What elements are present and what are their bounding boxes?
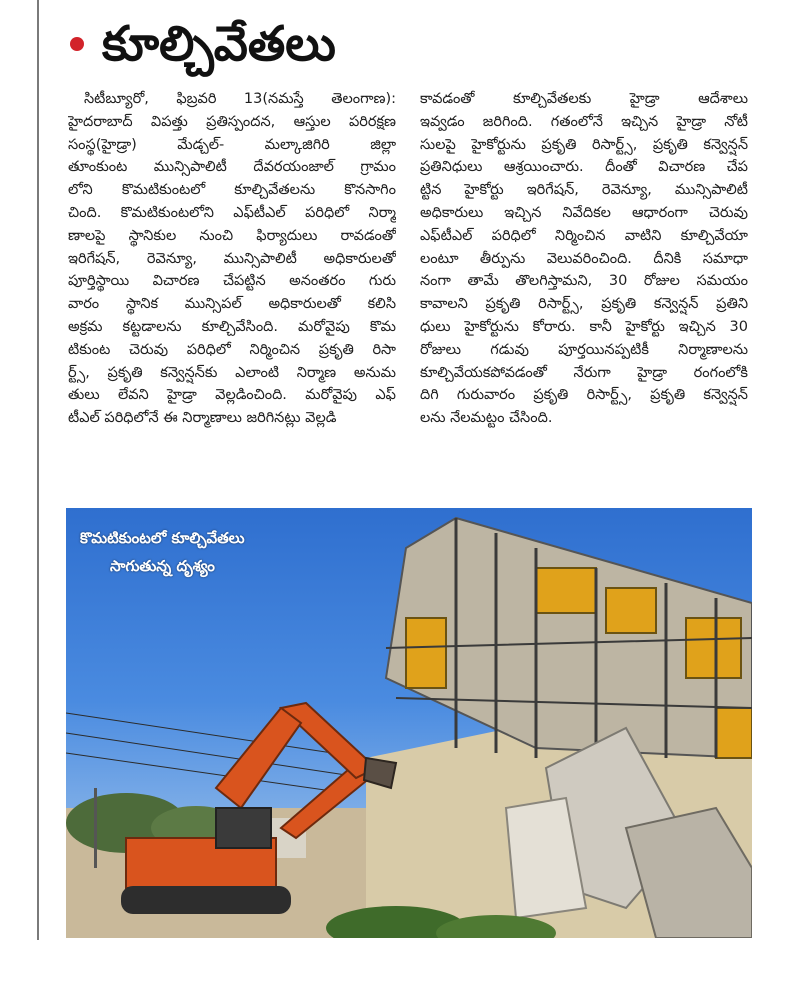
news-photo xyxy=(66,508,752,938)
yellow-panel xyxy=(716,708,752,758)
article-line: అక్రమ కట్టడాలను కూల్చివేసింది. మరోవైపు కొమ xyxy=(68,318,396,335)
yellow-panel xyxy=(536,568,596,613)
excavator-cab xyxy=(216,808,271,848)
article-line: టీఎల్ పరిధిలోనే ఈ నిర్మాణాలు జరిగినట్లు వెల్లడి xyxy=(68,410,337,427)
utility-pole xyxy=(94,788,97,868)
excavator-arm-boom xyxy=(281,703,376,778)
article-line: లంటూ తీర్పును వెలువరించింది. దీనికి సమాధా xyxy=(420,250,748,267)
article-line: కావడంతో కూల్చివేతలకు హైడ్రా ఆదేశాలు xyxy=(420,91,748,107)
article-line: చింది. కొమటికుంటలోని ఎఫ్‌టీఎల్ పరిధిలో నిర్మా xyxy=(68,204,396,221)
article-line: ఎఫ్‌టీఎల్ పరిధిలో నిర్మించిన వాటిని కూల్చివేయా xyxy=(420,227,748,244)
photo-caption-line-1: కొమటికుంటలో కూల్చివేతలు xyxy=(80,529,245,547)
headline-text: కూల్చివేతలు xyxy=(102,16,336,72)
article-line: దిగి గురువారం ప్రకృతి రిసార్ట్స్, ప్రకృతి కన్వెన్షన్ xyxy=(420,387,748,404)
article-line: ధులు హైకోర్టును కోరారు. కానీ హైకోర్టు ఇచ్చిన 30 xyxy=(420,318,748,335)
article-line: ర్ట్స్, ప్రకృతి కన్వెన్షన్‌కు ఎలాంటి నిర్మాణ అనుమ xyxy=(68,364,396,381)
article-line: హైదరాబాద్ విపత్తు ప్రతిస్పందన, ఆస్తుల పరిరక్షణ xyxy=(68,113,396,130)
article-line: టికుంట చెరువు పరిధిలో నిర్మించిన ప్రకృతి రిసా xyxy=(68,341,396,358)
headline xyxy=(70,8,336,80)
article-line: ణాలపై స్థానికుల నుంచి ఫిర్యాదులు రావడంతో xyxy=(68,227,396,244)
article-line: కూల్చివేయకపోవడంతో నేరుగా హైడ్రా రంగంలోకి xyxy=(420,364,748,381)
photo-caption-line-2: సాగుతున్న దృశ్యం xyxy=(110,557,215,575)
yellow-panel xyxy=(686,618,741,678)
photo-caption xyxy=(80,524,245,580)
article-line: సిటీబ్యూరో, ఫిబ్రవరి 13(నమస్తే తెలంగాణ): xyxy=(84,91,396,107)
article-line: పూర్తిస్థాయి విచారణ చేపట్టిన అనంతరం గురు xyxy=(68,273,396,290)
left-column-rule xyxy=(37,0,39,940)
article-line: అధికారులు ఇచ్చిన నివేదికల ఆధారంగా చెరువు xyxy=(420,204,748,221)
article-line: తులు లేవని హైడ్రా వెల్లడించింది. మరోవైపు ఎఫ్ xyxy=(68,387,396,404)
article-line: ఇరిగేషన్, రెవెన్యూ, మున్సిపాలిటీ అధికారులతో xyxy=(68,250,396,267)
article-line: లోని కొమటికుంటలో కూల్చివేతలను కొనసాగిం xyxy=(68,182,396,199)
article-body xyxy=(68,88,754,498)
article-line: సంస్థ(హైడ్రా) మేడ్చల్- మల్కాజిగిరి జిల్లా xyxy=(68,136,396,153)
article-line: ట్టిన హైకోర్టు ఇరిగేషన్, రెవెన్యూ, మున్సిపాలిటీ xyxy=(420,182,748,199)
article-line: లను నేలమట్టం చేసింది. xyxy=(420,410,553,427)
article-line: ప్రతినిధులు ఆశ్రయించారు. దీంతో విచారణ చేప xyxy=(420,159,748,176)
article-line: వారం స్థానిక మున్సిపల్ అధికారులతో కలిసి xyxy=(68,296,396,313)
power-line xyxy=(66,753,346,793)
article-line: నంగా తామే తొలగిస్తామని, 30 రోజుల సమయం xyxy=(420,273,748,290)
article-column-left xyxy=(68,88,396,430)
yellow-panel xyxy=(606,588,656,633)
article-line: తూంకుంట మున్సిపాలిటీ దేవరయంజాల్ గ్రామం xyxy=(68,159,396,176)
headline-bullet xyxy=(70,37,84,51)
article-column-right xyxy=(420,88,748,430)
article-line: ఇవ్వడం జరిగింది. గతంలోనే ఇచ్చిన హైడ్రా నోటీ xyxy=(420,113,748,130)
excavator-boom xyxy=(216,708,301,808)
yellow-panel xyxy=(406,618,446,688)
article-line: కావాలని ప్రకృతి రిసార్ట్స్, ప్రకృతి కన్వెన్షన్ ప్రతిని xyxy=(420,296,748,313)
article-line: సులపై హైకోర్టును ప్రకృతి రిసార్ట్స్, ప్రకృతి కన్వెన్షన్ xyxy=(420,136,748,153)
excavator-tracks xyxy=(121,886,291,914)
article-line: రోజులు గడువు పూర్తయినప్పటికీ నిర్మాణాలను xyxy=(420,341,748,358)
